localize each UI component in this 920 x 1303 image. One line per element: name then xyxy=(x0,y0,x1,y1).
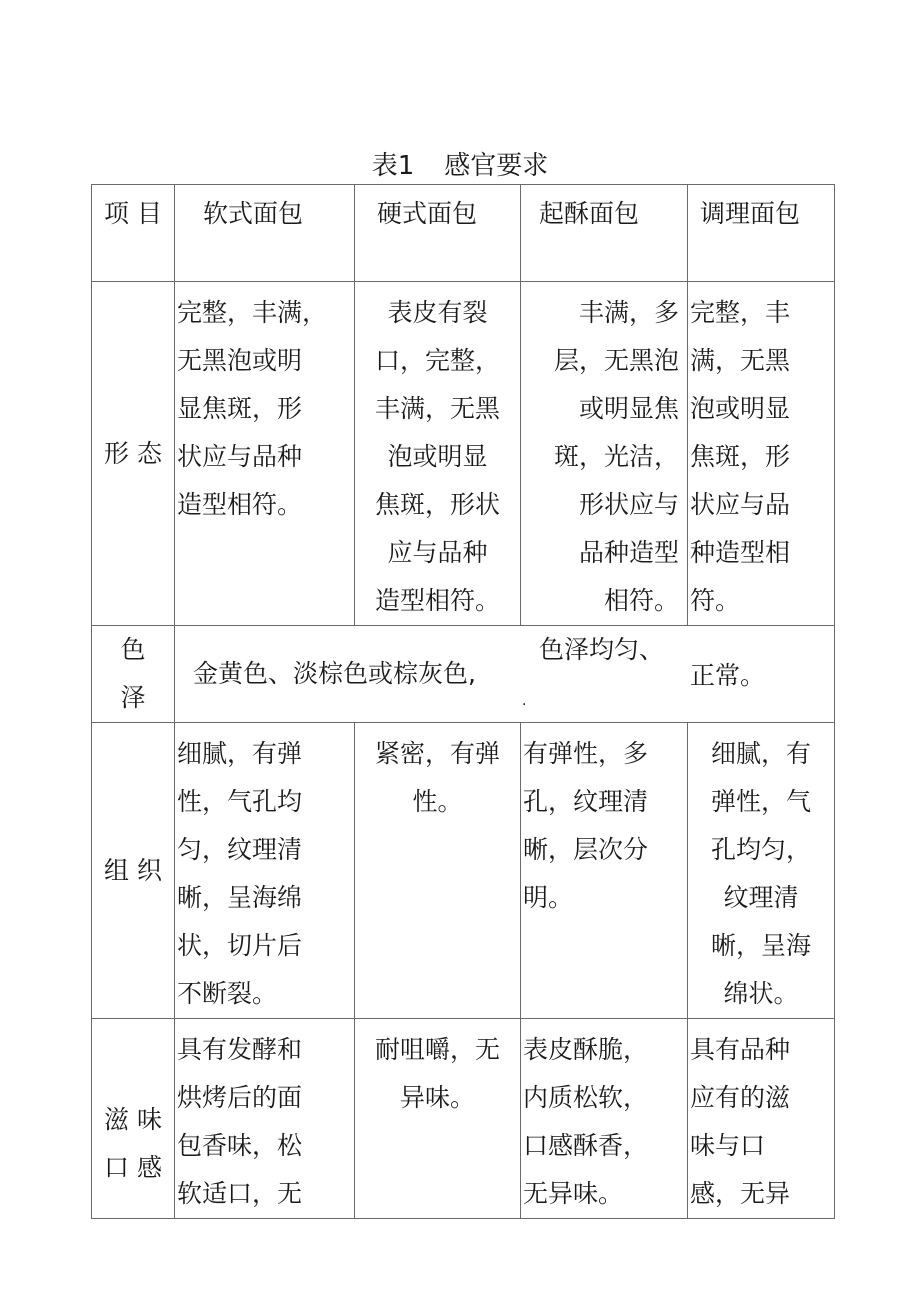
cell-texture-puff: 有弹性，多 孔，纹理清 晰，层次分 明。 xyxy=(521,723,688,1019)
cell-texture-hard: 紧密，有弹 性。 xyxy=(355,723,521,1019)
cell-taste-soft: 具有发酵和 烘烤后的面 包香味，松 软适口，无 xyxy=(175,1019,355,1219)
row-label-color: 色 泽 xyxy=(92,626,175,723)
header-soft-bread: 软式面包 xyxy=(175,185,355,282)
color-text-part-3: 正常。 xyxy=(690,661,766,690)
cell-texture-prepared: 细腻，有 弹性，气 孔均匀， 纹理清 晰，呈海 绵状。 xyxy=(688,723,835,1019)
table-row-color xyxy=(92,626,835,723)
cell-shape-hard: 表皮有裂 口，完整， 丰满，无黑 泡或明显 焦斑，形状 应与品种 造型相符。 xyxy=(355,282,521,626)
table-header-row xyxy=(92,185,835,282)
header-item: 项 目 xyxy=(92,185,175,282)
cell-shape-soft: 完整，丰满， 无黑泡或明 显焦斑，形 状应与品种 造型相符。 xyxy=(175,282,355,626)
cell-color-merged xyxy=(175,626,835,723)
row-label-texture: 组 织 xyxy=(92,723,175,1019)
cell-taste-hard: 耐咀嚼，无 异味。 xyxy=(355,1019,521,1219)
row-label-taste: 滋 味 口 感 xyxy=(92,1019,175,1219)
table-number: 表1 xyxy=(371,151,415,181)
cell-shape-puff: 丰满，多 层，无黑泡 或明显焦 斑，光洁， 形状应与 品种造型 相符。 xyxy=(521,282,688,626)
cell-texture-soft: 细腻，有弹 性，气孔均 匀，纹理清 晰，呈海绵 状，切片后 不断裂。 xyxy=(175,723,355,1019)
color-text-part-2: 色泽均匀、 xyxy=(539,635,665,664)
header-hard-bread: 硬式面包 xyxy=(355,185,521,282)
row-label-shape: 形 态 xyxy=(92,282,175,626)
cell-shape-prepared: 完整，丰 满，无黑 泡或明显 焦斑，形 状应与品 种造型相 符。 xyxy=(688,282,835,626)
header-prepared-bread: 调理面包 xyxy=(688,185,835,282)
table-title: 感官要求 xyxy=(444,151,549,181)
table-row-texture xyxy=(92,723,835,1019)
header-puff-bread: 起酥面包 xyxy=(521,185,688,282)
table-row-taste xyxy=(92,1019,835,1219)
cell-taste-puff: 表皮酥脆， 内质松软， 口感酥香， 无异味。 xyxy=(521,1019,688,1219)
sensory-requirements-table xyxy=(91,184,835,1219)
color-text-part-1: 金黄色、淡棕色或棕灰色, xyxy=(193,659,476,688)
stray-dot: . xyxy=(522,693,527,709)
table-caption xyxy=(0,146,920,186)
table-row-shape xyxy=(92,282,835,626)
cell-taste-prepared: 具有品种 应有的滋 味与口 感，无异 xyxy=(688,1019,835,1219)
